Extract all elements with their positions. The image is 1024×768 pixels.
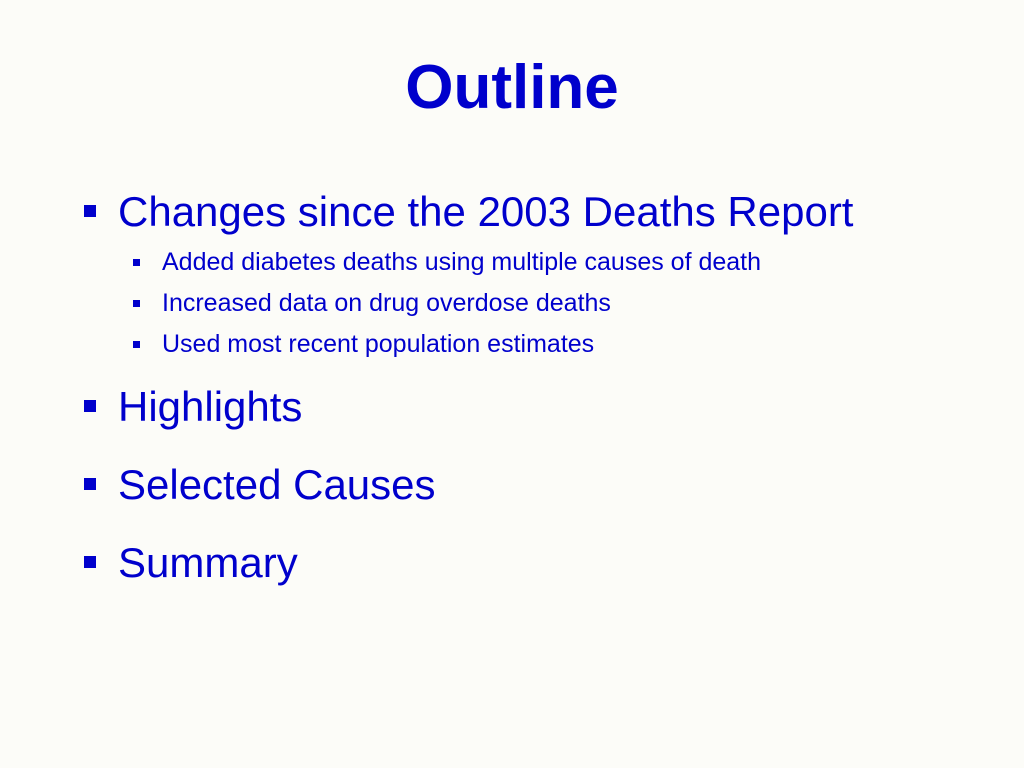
square-bullet-icon [133,259,140,266]
square-bullet-icon [84,400,96,412]
bullet-item-selected-causes [80,461,980,509]
sub-bullet-label: Used most recent population estimates [162,330,595,358]
square-bullet-icon [133,341,140,348]
slide-title: Outline [405,53,619,122]
bullet-label: Summary [118,539,298,586]
sub-bullet-item [80,330,980,359]
square-bullet-icon [84,478,96,490]
bullet-item-summary [80,539,980,587]
sub-bullet-item [80,248,980,277]
sub-bullet-list [80,248,980,359]
bullet-list [80,188,980,587]
square-bullet-icon [84,205,96,217]
bullet-label: Selected Causes [118,461,436,508]
bullet-item-changes [80,188,980,236]
square-bullet-icon [133,300,140,307]
bullet-item-highlights [80,383,980,431]
sub-bullet-label: Added diabetes deaths using multiple causes of death [162,248,762,276]
bullet-label: Changes since the 2003 Deaths Report [118,188,854,235]
sub-bullet-label: Increased data on drug overdose deaths [162,289,611,317]
square-bullet-icon [84,556,96,568]
bullet-label: Highlights [118,383,303,430]
sub-bullet-item [80,289,980,318]
